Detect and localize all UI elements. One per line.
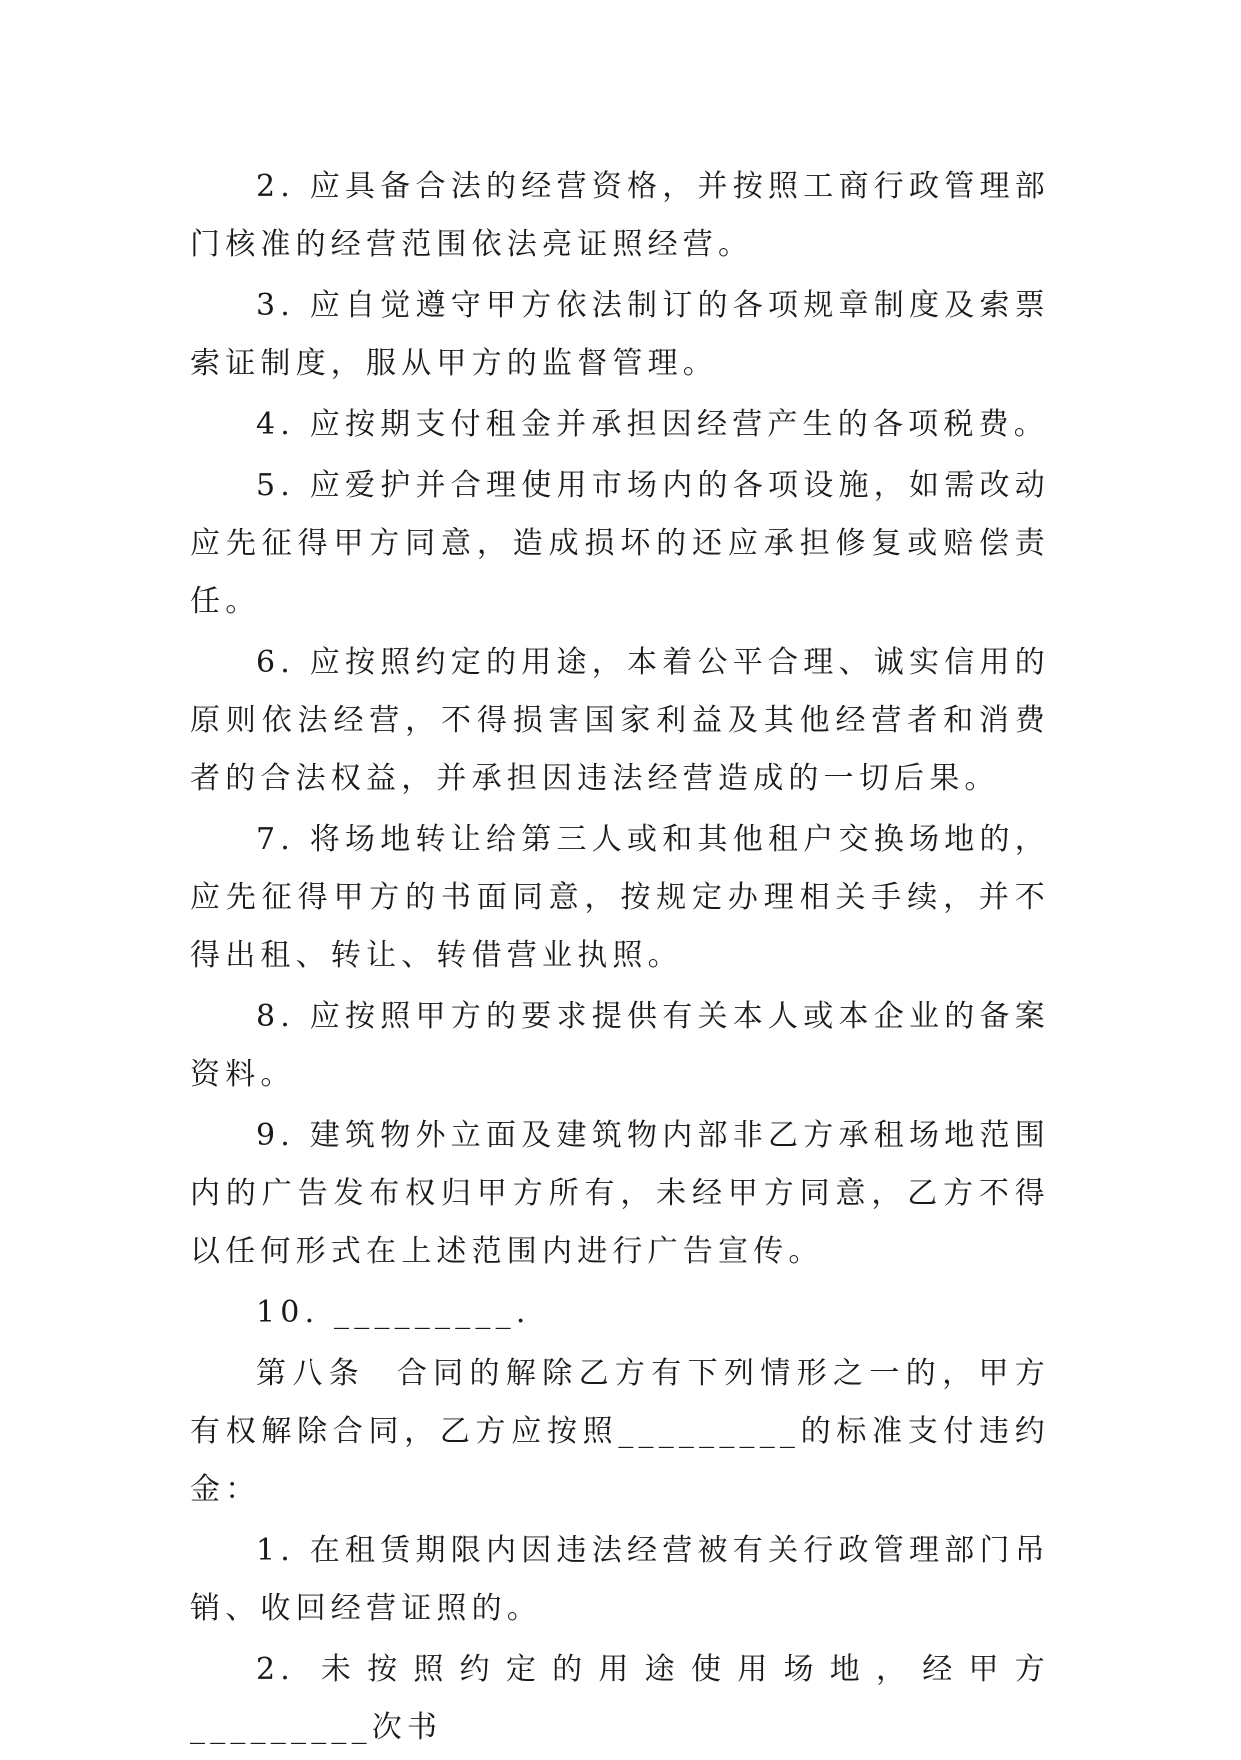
clause-9-paragraph: 9. 建筑物外立面及建筑物内部非乙方承租场地范围内的广告发布权归甲方所有，未经甲方同意，乙方不得以任何形式在上述范围内进行广告宣传。 (190, 1118, 1050, 1269)
clause-8-paragraph: 8. 应按照甲方的要求提供有关本人或本企业的备案资料。 (190, 999, 1050, 1092)
clause-7-paragraph: 7. 将场地转让给第三人或和其他租户交换场地的，应先征得甲方的书面同意，按规定办理相关手续，并不得出租、转让、转借营业执照。 (190, 822, 1050, 973)
termination-item-2-paragraph: 2. 未按照约定的用途使用场地，经甲方_________次书 (190, 1652, 1050, 1745)
clause-2-paragraph: 2. 应具备合法的经营资格，并按照工商行政管理部门核准的经营范围依法亮证照经营。 (190, 169, 1050, 262)
clause-5-paragraph: 5. 应爱护并合理使用市场内的各项设施，如需改动应先征得甲方同意，造成损坏的还应承担修复或赔偿责任。 (190, 468, 1050, 619)
clause-10-paragraph: 10. _________. (256, 1295, 531, 1330)
clause-3-paragraph: 3. 应自觉遵守甲方依法制订的各项规章制度及索票索证制度，服从甲方的监督管理。 (190, 288, 1050, 381)
clause-4-paragraph: 4. 应按期支付租金并承担因经营产生的各项税费。 (256, 407, 1049, 442)
clause-6-paragraph: 6. 应按照约定的用途，本着公平合理、诚实信用的原则依法经营，不得损害国家利益及其他经营者和消费者的合法权益，并承担因违法经营造成的一切后果。 (190, 645, 1050, 796)
document-page (190, 158, 1050, 1760)
article-8-heading-paragraph: 第八条 合同的解除乙方有下列情形之一的，甲方有权解除合同，乙方应按照_________的标准支付违约金： (190, 1356, 1050, 1507)
termination-item-1-paragraph: 1. 在租赁期限内因违法经营被有关行政管理部门吊销、收回经营证照的。 (190, 1533, 1050, 1626)
